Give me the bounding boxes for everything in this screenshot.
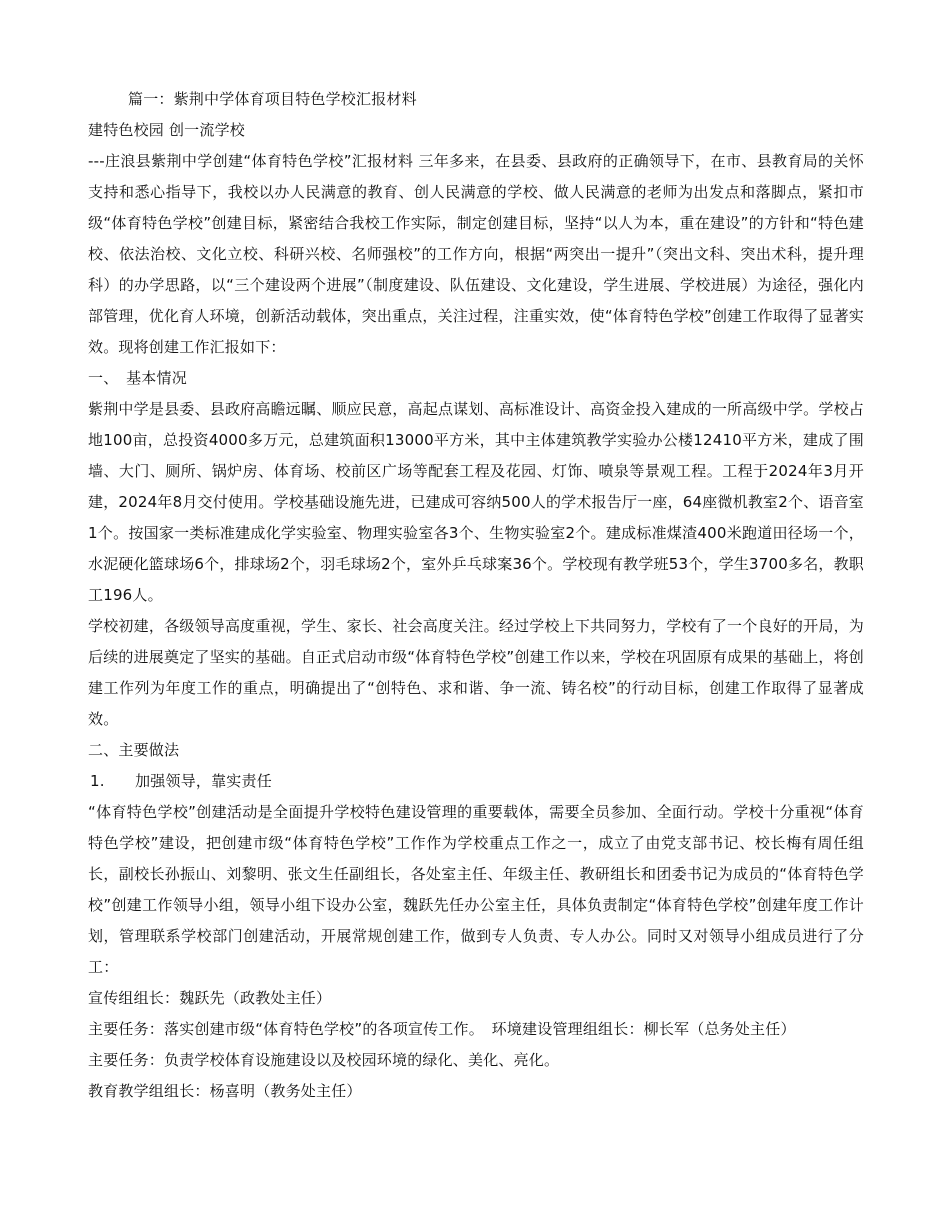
- intro-paragraph: ---庄浪县紫荆中学创建“体育特色学校”汇报材料 三年多来，在县委、县政府的正确领导下，在市、县教育局的关怀支持和悉心指导下，我校以办人民满意的教育、创人民满意的学校、做人民满意的老师为出发点和落脚点，紧扣市级“体育特色学校”创建目标，紧密结合我校工作实际，制定创建目标，坚持“以人为本，重在建设”的方针和“特色建校、依法治校、文化立校、科研兴校、名师强校”的工作方向，根据“两突出一提升”（突出文科、突出术科，提升理科）的办学思路，以“三个建设两个进展”（制度建设、队伍建设、文化建设，学生进展、学校进展）为途径，强化内部管理，优化育人环境，创新活动载体，突出重点，关注过程，注重实效，使“体育特色学校”创建工作取得了显著实效。现将创建工作汇报如下：: [88, 152, 864, 356]
- teaching-group-line: 教育教学组组长：杨喜明（教务处主任）: [88, 1082, 362, 1100]
- leadership-paragraph: “体育特色学校”创建活动是全面提升学校特色建设管理的重要载体，需要全员参加、全面行动。学校十分重视“体育特色学校”建设，把创建市级“体育特色学校”工作作为学校重点工作之一，成立了由党支部书记、校长梅有周任组长，副校长孙振山、刘黎明、张文生任副组长，各处室主任、年级主任、教研组长和团委书记为成员的“体育特色学校”创建工作领导小组，领导小组下设办公室，魏跃先任办公室主任，具体负责制定“体育特色学校”创建年度工作计划，管理联系学校部门创建活动，开展常规创建工作，做到专人负责、专人办公。同时又对领导小组成员进行了分工：: [88, 803, 864, 976]
- document-body: [88, 84, 864, 1107]
- document-title: 篇一：紫荆中学体育项目特色学校汇报材料: [128, 90, 417, 108]
- publicity-task-line: 主要任务：落实创建市级“体育特色学校”的各项宣传工作。 环境建设管理组组长：柳长军（总务处主任）: [88, 1020, 796, 1038]
- subtitle: 建特色校园 创一流学校: [88, 121, 245, 139]
- environment-task-line: 主要任务：负责学校体育设施建设以及校园环境的绿化、美化、亮化。: [88, 1051, 560, 1069]
- section-heading-main-practices: 二、主要做法: [88, 741, 180, 759]
- subheading-leadership: 1. 加强领导，靠实责任: [90, 772, 272, 790]
- school-start-paragraph: 学校初建，各级领导高度重视，学生、家长、社会高度关注。经过学校上下共同努力，学校有了一个良好的开局，为后续的进展奠定了坚实的基础。自正式启动市级“体育特色学校”创建工作以来，学校在巩固原有成果的基础上，将创建工作列为年度工作的重点，明确提出了“创特色、求和谐、争一流、铸名校”的行动目标，创建工作取得了显著成效。: [88, 617, 864, 728]
- publicity-group-line: 宣传组组长：魏跃先（政教处主任）: [88, 989, 332, 1007]
- basic-info-paragraph: 紫荆中学是县委、县政府高瞻远瞩、顺应民意，高起点谋划、高标准设计、高资金投入建成的一所高级中学。学校占地100亩，总投资4000多万元，总建筑面积13000平方米，其中主体建筑教学实验办公楼12410平方米，建成了围墙、大门、厕所、锅炉房、体育场、校前区广场等配套工程及花园、灯饰、喷泉等景观工程。工程于2024年3月开建，2024年8月交付使用。学校基础设施先进，已建成可容纳500人的学术报告厅一座，64座微机教室2个、语音室1个。按国家一类标准建成化学实验室、物理实验室各3个、生物实验室2个。建成标准煤渣400米跑道田径场一个，水泥硬化篮球场6个，排球场2个，羽毛球场2个，室外乒乓球案36个。学校现有教学班53个，学生3700多名，教职工196人。: [88, 400, 864, 604]
- section-heading-basic-info: 一、 基本情况: [88, 369, 187, 387]
